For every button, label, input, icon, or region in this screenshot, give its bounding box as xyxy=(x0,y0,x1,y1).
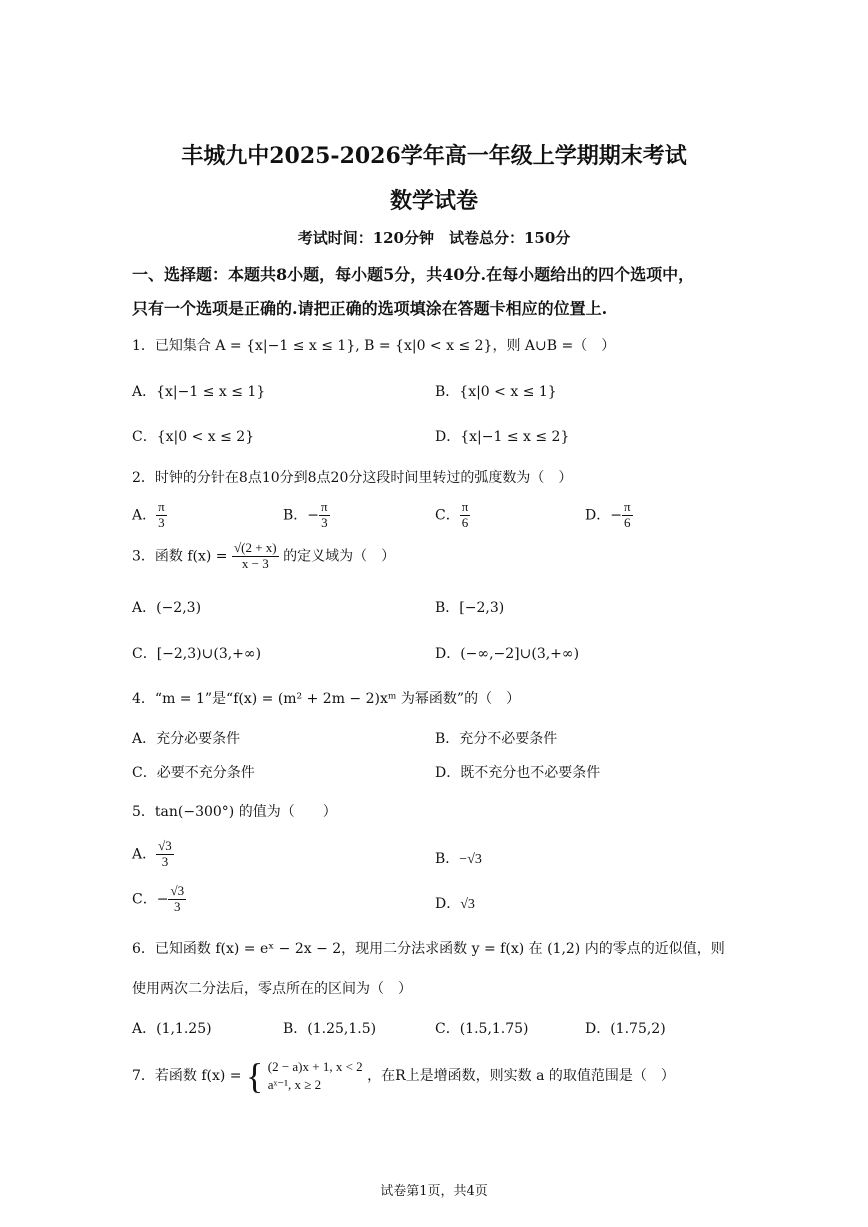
page-footer: 试卷第1页，共4页 xyxy=(380,1184,488,1199)
question-2-option-b xyxy=(283,500,330,531)
fraction-denominator: 3 xyxy=(174,898,181,914)
fraction-numerator: √3 xyxy=(158,838,172,853)
question-6-option-d: D．(1.75,2) xyxy=(585,1021,666,1037)
option-label: C． xyxy=(132,891,157,908)
fraction-denominator: 3 xyxy=(158,514,165,530)
option-label: D． xyxy=(435,896,461,912)
option-label: B． xyxy=(435,851,460,867)
exam-info: 考试时间：120分钟 试卷总分：150分 xyxy=(297,229,571,247)
fraction-numerator: π xyxy=(158,499,165,514)
option-value: √3 xyxy=(460,897,475,912)
question-5-option-d xyxy=(435,893,475,913)
option-sign: − xyxy=(610,507,622,524)
question-3-stem-prefix: 3．函数 f(x) = xyxy=(132,548,228,565)
question-3-stem xyxy=(132,541,395,572)
question-7-stem xyxy=(132,1058,675,1094)
question-2-option-a xyxy=(132,500,167,531)
fraction xyxy=(460,500,471,531)
question-5-stem: 5．tan(−300°) 的值为（ ） xyxy=(132,804,337,820)
option-label: A． xyxy=(132,846,157,863)
exam-title: 丰城九中2025-2026学年高一年级上学期期末考试 xyxy=(181,143,687,169)
fraction xyxy=(156,500,167,531)
question-7-stem-prefix: 7．若函数 f(x) = xyxy=(132,1068,242,1084)
question-6-option-c: C．(1.5,1.75) xyxy=(435,1021,529,1037)
fraction-numerator: π xyxy=(321,499,328,514)
fraction-denominator: 6 xyxy=(461,514,469,530)
option-label: D． xyxy=(585,507,611,524)
question-4-stem: 4．“m = 1”是“f(x) = (m² + 2m − 2)xᵐ 为幂函数”的（ ） xyxy=(132,691,521,707)
question-1-option-c: C．{x|0 < x ≤ 2} xyxy=(132,429,255,445)
option-label: C． xyxy=(435,507,460,524)
question-4-option-c: C．必要不充分条件 xyxy=(132,765,255,781)
question-2-option-d xyxy=(585,500,633,531)
question-3-option-b: B．[−2,3) xyxy=(435,600,505,616)
fraction-denominator: x − 3 xyxy=(241,555,269,571)
fraction xyxy=(168,884,186,915)
question-6-stem-line2: 使用两次二分法后，零点所在的区间为（ ） xyxy=(132,981,412,997)
question-4-option-b: B．充分不必要条件 xyxy=(435,731,558,747)
fraction-denominator: 3 xyxy=(321,514,328,530)
fraction-numerator: π xyxy=(461,499,469,514)
fraction xyxy=(232,541,279,572)
exam-subtitle: 数学试卷 xyxy=(389,188,478,214)
piecewise-case-2: aˣ⁻¹, x ≥ 2 xyxy=(267,1077,322,1092)
question-4-option-d: D．既不充分也不必要条件 xyxy=(435,765,601,781)
option-label: B． xyxy=(283,507,308,524)
fraction xyxy=(156,839,174,870)
question-1-option-d: D．{x|−1 ≤ x ≤ 2} xyxy=(435,429,570,445)
option-value: −√3 xyxy=(459,852,482,867)
fraction-numerator: √3 xyxy=(170,883,185,898)
question-5-option-a xyxy=(132,839,174,870)
question-4-option-a: A．充分必要条件 xyxy=(132,731,241,747)
fraction xyxy=(319,500,330,531)
piecewise-case-1: (2 − a)x + 1, x < 2 xyxy=(267,1059,363,1074)
question-6-option-b: B．(1.25,1.5) xyxy=(283,1021,377,1037)
left-brace: { xyxy=(246,1056,264,1096)
question-6-stem-line1: 6．已知函数 f(x) = eˣ − 2x − 2，现用二分法求函数 y = f(x) 在 (1,2) 内的零点的近似值，则 xyxy=(132,941,725,957)
question-1-option-a: A．{x|−1 ≤ x ≤ 1} xyxy=(132,384,266,400)
question-3-option-c: C．[−2,3)∪(3,+∞) xyxy=(132,646,262,662)
fraction-numerator: √(2 + x) xyxy=(234,540,277,555)
fraction-denominator: 3 xyxy=(161,853,169,869)
fraction-numerator: π xyxy=(623,499,631,514)
question-3-option-a: A．(−2,3) xyxy=(132,600,202,616)
question-6-option-a: A．(1,1.25) xyxy=(132,1021,212,1037)
fraction-denominator: 6 xyxy=(624,514,631,530)
question-3-option-d: D．(−∞,−2]∪(3,+∞) xyxy=(435,646,580,662)
question-3-stem-suffix: 的定义域为（ ） xyxy=(283,548,396,565)
question-5-option-c xyxy=(132,884,186,915)
question-7-stem-suffix: ，在R上是增函数，则实数 a 的取值范围是（ ） xyxy=(367,1068,675,1084)
section-instruction-line1: 一、选择题：本题共8小题，每小题5分，共40分.在每小题给出的四个选项中， xyxy=(132,265,695,284)
option-label: A． xyxy=(132,507,157,524)
fraction xyxy=(622,500,633,531)
option-sign: − xyxy=(307,507,320,524)
question-2-stem: 2．时钟的分针在8点10分到8点20分这段时间里转过的弧度数为（ ） xyxy=(132,470,573,486)
question-1-stem: 1．已知集合 A = {x|−1 ≤ x ≤ 1}, B = {x|0 < x ≤ 2}，则 A∪B =（ ） xyxy=(132,338,616,354)
section-instruction-line2: 只有一个选项是正确的.请把正确的选项填涂在答题卡相应的位置上. xyxy=(132,299,608,318)
question-5-option-b xyxy=(435,848,482,868)
option-sign: − xyxy=(156,891,169,908)
question-2-option-c xyxy=(435,500,470,531)
question-1-option-b: B．{x|0 < x ≤ 1} xyxy=(435,384,557,400)
piecewise-cases xyxy=(268,1058,363,1094)
